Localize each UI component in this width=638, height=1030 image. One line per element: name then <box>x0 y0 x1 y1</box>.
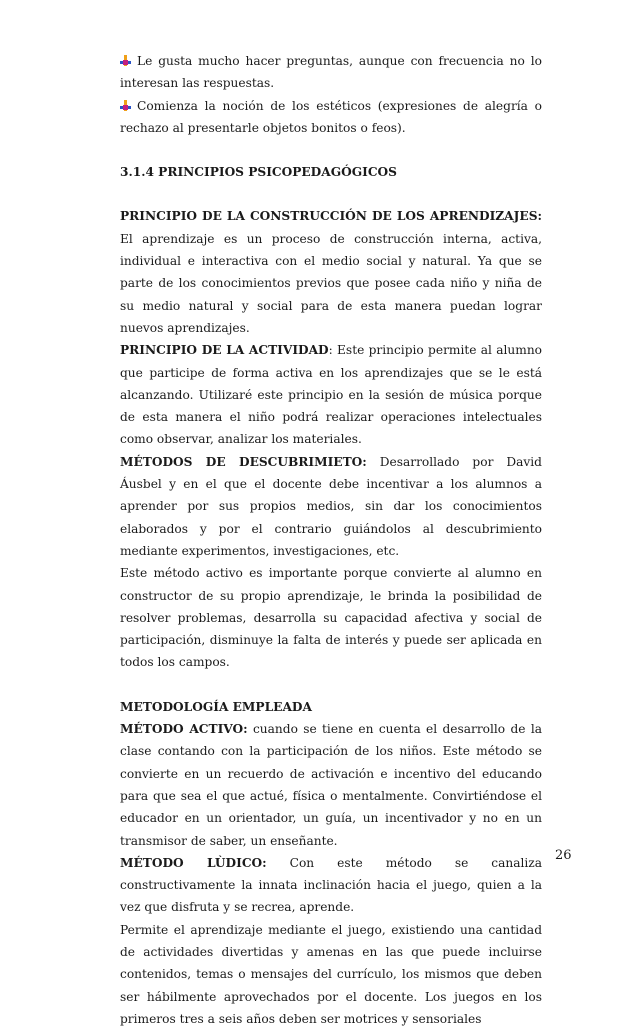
bullet-icon <box>120 55 131 66</box>
paragraph-label: MÉTODOS DE DESCUBRIMIETO: <box>120 454 367 469</box>
paragraph-label: MÉTODO LÙDICO: <box>120 855 267 870</box>
bullet-text: Le gusta mucho hacer preguntas, aunque con frecuencia no lo interesan las respuestas. <box>120 54 542 91</box>
paragraph-label: PRINCIPIO DE LA ACTIVIDAD <box>120 343 329 358</box>
bullet-text: Comienza la noción de los estéticos (expresiones de alegría o rechazo al presentarle objetos bonitos o feos). <box>120 98 542 135</box>
paragraph-text: cuando se tiene en cuenta el desarrollo de la clase contando con la participación de los niños. Este método se convierte en un recuerdo de activación e incentivo del educando para que sea el que actué, física o mentalmente. Convirtiéndose el educador en un orientador, un guía, un incentivador y no en un transmisor de saber, un enseñante. <box>120 722 542 848</box>
bullet-item <box>120 50 542 95</box>
paragraph-metodo-ludico <box>120 852 542 919</box>
paragraph-text: El aprendizaje es un proceso de construcción interna, activa, individual e interactiva con el medio social y natural. Ya que se parte de los conocimientos previos que posee cada niño y niña de su medio natural y social para de esta manera puedan lograr nuevos aprendizajes. <box>120 231 542 335</box>
methodology-heading: METODOLOGÍA EMPLEADA <box>120 699 312 714</box>
paragraph-descubrimiento <box>120 451 542 562</box>
paragraph-text: Con este método se canaliza constructivamente la innata inclinación hacia el juego, quien a la vez que disfruta y se recrea, aprende. <box>120 855 542 915</box>
paragraph-juego: Permite el aprendizaje mediante el juego, existiendo una cantidad de actividades divertidas y amenas en las que puede incluirse contenidos, temas o mensajes del currículo, los mismos que deben ser hábilmente aprovechados por el docente. Los juegos en los primeros tres a seis años deben ser motrices y sensoriales <box>120 922 542 1026</box>
spacer <box>120 674 542 696</box>
section-heading: 3.1.4 PRINCIPIOS PSICOPEDAGÓGICOS <box>120 165 397 180</box>
paragraph-actividad <box>120 339 542 450</box>
spacer <box>120 183 542 205</box>
paragraph-construccion <box>120 205 542 339</box>
spacer <box>120 139 542 161</box>
paragraph-label: MÉTODO ACTIVO: <box>120 722 248 737</box>
paragraph-text: : Este principio permite al alumno que participe de forma activa en los aprendizajes que se le está alcanzando. Utilizaré este principio en la sesión de música porque de esta manera el niño podrá realizar operaciones intelectuales como observar, analizar los materiales. <box>120 343 543 447</box>
bullet-item <box>120 95 542 140</box>
paragraph-label: PRINCIPIO DE LA CONSTRUCCIÓN DE LOS APRENDIZAJES: <box>120 209 542 224</box>
page-content <box>120 50 542 1030</box>
page-number: 26 <box>555 848 572 863</box>
bullet-icon <box>120 100 131 111</box>
paragraph-metodo-activo-importancia: Este método activo es importante porque convierte al alumno en constructor de su propio aprendizaje, le brinda la posibilidad de resolver problemas, desarrolla su capacidad afectiva y social de participación, disminuye la falta de interés y puede ser aplicada en todos los campos. <box>120 566 542 670</box>
paragraph-metodo-activo <box>120 718 542 852</box>
paragraph-text: Desarrollado por David Áusbel y en el que el docente debe incentivar a los alumnos a aprender por sus propios medios, sin dar los conocimientos elaborados y por el contrario guiándolos al descubrimiento mediante experimentos, investigaciones, etc. <box>120 454 542 558</box>
